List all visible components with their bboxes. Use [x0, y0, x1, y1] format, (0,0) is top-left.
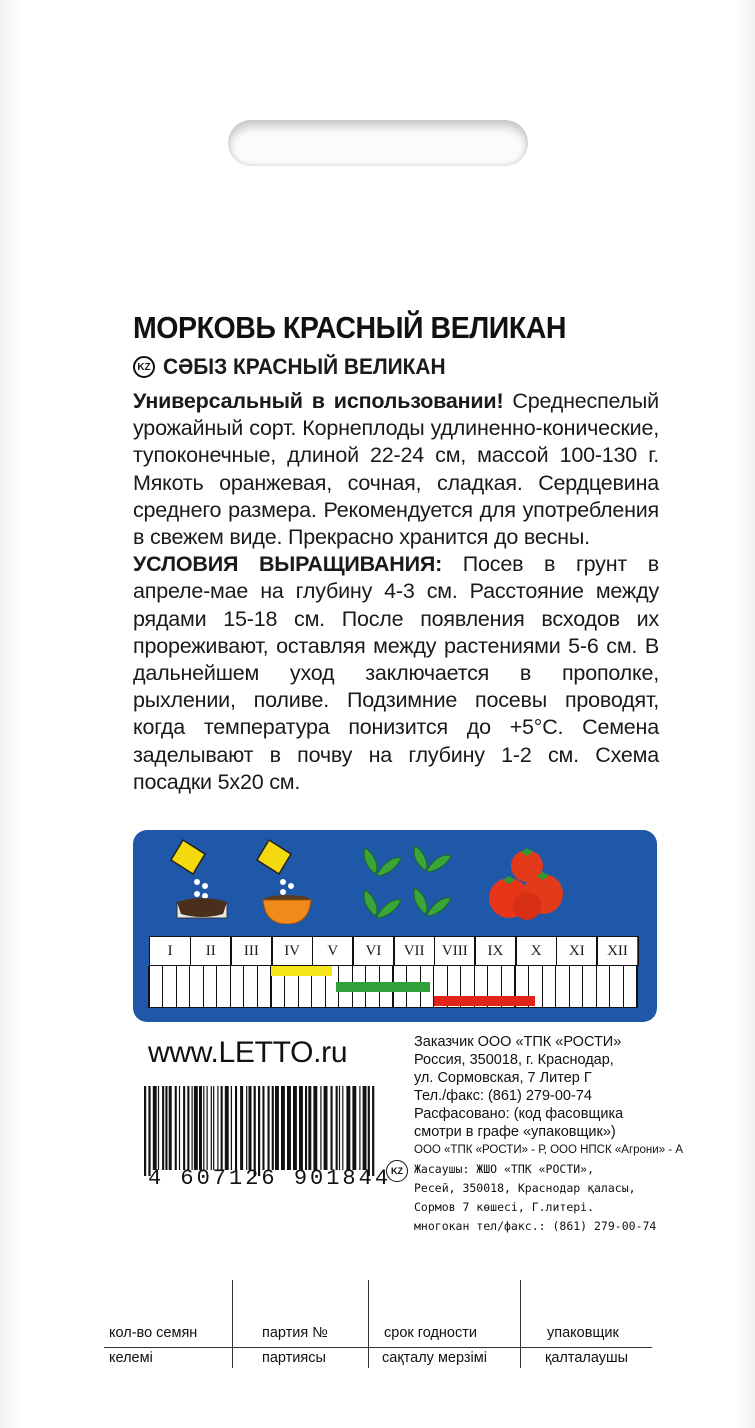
decade-tick	[257, 966, 258, 1008]
months-table	[149, 936, 637, 1008]
seed-packet-soil-icon	[167, 838, 237, 924]
customer-info	[414, 1033, 683, 1159]
barcode-bar	[246, 1086, 247, 1170]
barcode-bar	[281, 1086, 285, 1170]
decade-tick	[623, 966, 624, 1008]
description-paragraph	[133, 388, 659, 551]
barcode-bar	[342, 1086, 343, 1170]
customer-line: ООО «ТПК «РОСТИ» - Р, ООО НПСК «Агрони» - А	[414, 1144, 683, 1156]
decade-tick	[230, 966, 232, 1008]
period-bar-planting	[336, 982, 430, 992]
month-cell: III	[230, 936, 272, 966]
barcode-bar	[372, 1086, 374, 1176]
footer-divider	[232, 1280, 233, 1368]
period-bar-sowing-seedlings	[271, 966, 332, 976]
conditions-paragraph	[133, 551, 659, 796]
description-lead: Универсальный в использовании!	[133, 389, 504, 413]
packet-edge-left	[0, 0, 20, 1428]
conditions-text: Посев в грунт в апреле-мае на глубину 4-3 см. Расстояние между рядами 15-18 см. После появления всходов их прореживают, оставляя между растениями 5-6 см. В дальнейшем уход заключается в прополке, рыхлении, поливе. Подзимние посевы проводят, когда температура понизится до +5°С. Семена заделывают в почву на глубину 1-2 см. Схема посадки 5х20 см.	[133, 552, 660, 794]
customer-line: Заказчик ООО «ТПК «РОСТИ»	[414, 1034, 622, 1050]
barcode-bar	[299, 1086, 303, 1170]
barcode-bar	[275, 1086, 279, 1170]
description-block	[133, 388, 659, 796]
decade-tick	[636, 966, 638, 1008]
packer-label-kz: қалталаушы	[545, 1350, 629, 1366]
month-cell: XI	[556, 936, 598, 966]
kz-badge-icon: KZ	[133, 356, 155, 378]
month-cell: II	[190, 936, 232, 966]
kz-badge-icon: KZ	[386, 1160, 408, 1182]
barcode-bar	[249, 1086, 252, 1170]
footer-underline	[104, 1347, 652, 1348]
seedlings-icon	[355, 840, 457, 924]
calendar-icons	[133, 830, 657, 930]
decade-tick	[203, 966, 204, 1008]
kz-title-row	[133, 354, 460, 380]
month-cell: V	[312, 936, 354, 966]
barcode-bar	[221, 1086, 223, 1170]
kz-supplier-line: многокан тел/факс.: (861) 279-00-74	[414, 1219, 657, 1233]
barcode-bar	[320, 1086, 321, 1170]
barcode-bar	[144, 1086, 146, 1176]
barcode-bar	[339, 1086, 340, 1170]
kz-supplier-info	[386, 1160, 666, 1236]
decade-tick	[596, 966, 598, 1008]
barcode-bar	[179, 1086, 180, 1170]
barcode-bar	[305, 1086, 307, 1170]
month-cell: IV	[271, 936, 313, 966]
expiry-label: срок годности	[384, 1325, 477, 1341]
decade-tick	[609, 966, 610, 1008]
barcode-bar	[308, 1086, 311, 1170]
decade-tick	[162, 966, 163, 1008]
month-header-row	[149, 936, 637, 966]
decade-tick	[569, 966, 570, 1008]
seed-packet-pot-icon	[251, 838, 321, 924]
barcode-bar	[162, 1086, 164, 1170]
month-cell: IX	[474, 936, 516, 966]
decade-tick	[582, 966, 583, 1008]
month-cell: I	[149, 936, 191, 966]
seeds-count-label: кол-во семян	[109, 1325, 198, 1341]
batch-label-kz: партиясы	[262, 1350, 326, 1366]
growing-calendar	[133, 830, 657, 1022]
barcode-bar	[262, 1086, 264, 1170]
barcode-bar	[192, 1086, 193, 1170]
barcode-bar	[158, 1086, 159, 1170]
barcode-digits: 4 607126 901844	[148, 1166, 392, 1191]
decade-tick	[542, 966, 543, 1008]
decade-tick	[243, 966, 244, 1008]
barcode-bar	[268, 1086, 270, 1170]
decade-tick	[216, 966, 217, 1008]
tomatoes-icon	[487, 844, 571, 924]
barcode-bar	[175, 1086, 177, 1170]
barcode-bar	[336, 1086, 338, 1170]
barcode-bar	[258, 1086, 260, 1176]
barcode-bar	[148, 1086, 150, 1176]
barcode-bar	[293, 1086, 297, 1170]
barcode-bar	[368, 1086, 370, 1176]
barcode-bar	[231, 1086, 232, 1170]
barcode-bar	[324, 1086, 328, 1170]
barcode-bar	[352, 1086, 356, 1170]
customer-line: Расфасовано: (код фасовщика	[414, 1106, 624, 1122]
barcode-bar	[211, 1086, 212, 1170]
barcode-bar	[213, 1086, 214, 1170]
decade-tick	[176, 966, 177, 1008]
barcode-bar	[363, 1086, 367, 1170]
expiry-label-kz: сақталу мерзімі	[382, 1350, 487, 1366]
barcode-bar	[235, 1086, 237, 1170]
hang-slot	[228, 120, 528, 166]
footer-divider	[368, 1280, 369, 1368]
tick-row-bottom	[149, 1007, 637, 1009]
decade-tick	[148, 966, 150, 1008]
decade-ticks	[149, 966, 637, 1008]
packet-edge-right	[735, 0, 755, 1428]
month-cell: VII	[393, 936, 435, 966]
kz-supplier-line: Ресей, 350018, Краснодар қаласы,	[414, 1181, 636, 1195]
barcode-bar	[183, 1086, 185, 1170]
month-cell: VI	[352, 936, 394, 966]
customer-line: Тел./факс: (861) 279-00-74	[414, 1088, 592, 1104]
website-url[interactable]: www.LETTO.ru	[148, 1036, 348, 1069]
month-cell: X	[515, 936, 557, 966]
barcode-bar	[153, 1086, 157, 1170]
barcode-bar	[272, 1086, 274, 1170]
barcode-bar	[199, 1086, 202, 1170]
seeds-count-label-kz: келемі	[109, 1350, 153, 1366]
barcode-bar	[346, 1086, 350, 1170]
packer-label: упаковщик	[547, 1325, 619, 1341]
barcode-bar	[240, 1086, 243, 1170]
decade-tick	[555, 966, 557, 1008]
kz-supplier-line: Жасаушы: ЖШО «ТПК «РОСТИ»,	[414, 1162, 595, 1176]
barcode-bar	[225, 1086, 229, 1170]
batch-label: партия №	[262, 1325, 328, 1341]
month-cell: XII	[596, 936, 638, 966]
barcode-bar	[313, 1086, 317, 1170]
barcode-bar	[217, 1086, 218, 1170]
period-bar-harvest	[434, 996, 536, 1006]
barcode-bar	[194, 1086, 198, 1170]
barcode-bar	[331, 1086, 333, 1170]
product-title: МОРКОВЬ КРАСНЫЙ ВЕЛИКАН	[133, 310, 567, 345]
footer-divider	[520, 1280, 521, 1368]
barcode-bar	[169, 1086, 172, 1170]
customer-line: смотри в графе «упаковщик»)	[414, 1124, 616, 1140]
barcode-bar	[203, 1086, 204, 1170]
barcode-bar	[359, 1086, 360, 1170]
barcode-bar	[187, 1086, 189, 1170]
barcode-bar	[287, 1086, 291, 1170]
decade-tick	[189, 966, 191, 1008]
customer-line: Россия, 350018, г. Краснодар,	[414, 1052, 614, 1068]
product-title-kz: СӘБІЗ КРАСНЫЙ ВЕЛИКАН	[163, 354, 446, 379]
kz-supplier-line: Сормов 7 көшесі, Г.литері.	[414, 1200, 595, 1214]
conditions-lead: УСЛОВИЯ ВЫРАЩИВАНИЯ:	[133, 552, 443, 577]
description-text: Среднеспелый урожайный сорт. Корнеплоды удлиненно-конические, тупоконечные, длиной 22-24 см, массой 100-130 г. Мякоть оранжевая, сочная, сладкая. Сердцевина среднего размера. Рекомендуется для употребления в свежем виде. Прекрасно хранится до весны.	[133, 389, 659, 550]
barcode-bar	[254, 1086, 256, 1176]
barcode-bar	[207, 1086, 208, 1170]
customer-line: ул. Сормовская, 7 Литер Г	[414, 1070, 592, 1086]
barcode-bar	[165, 1086, 167, 1170]
month-cell: VIII	[434, 936, 476, 966]
